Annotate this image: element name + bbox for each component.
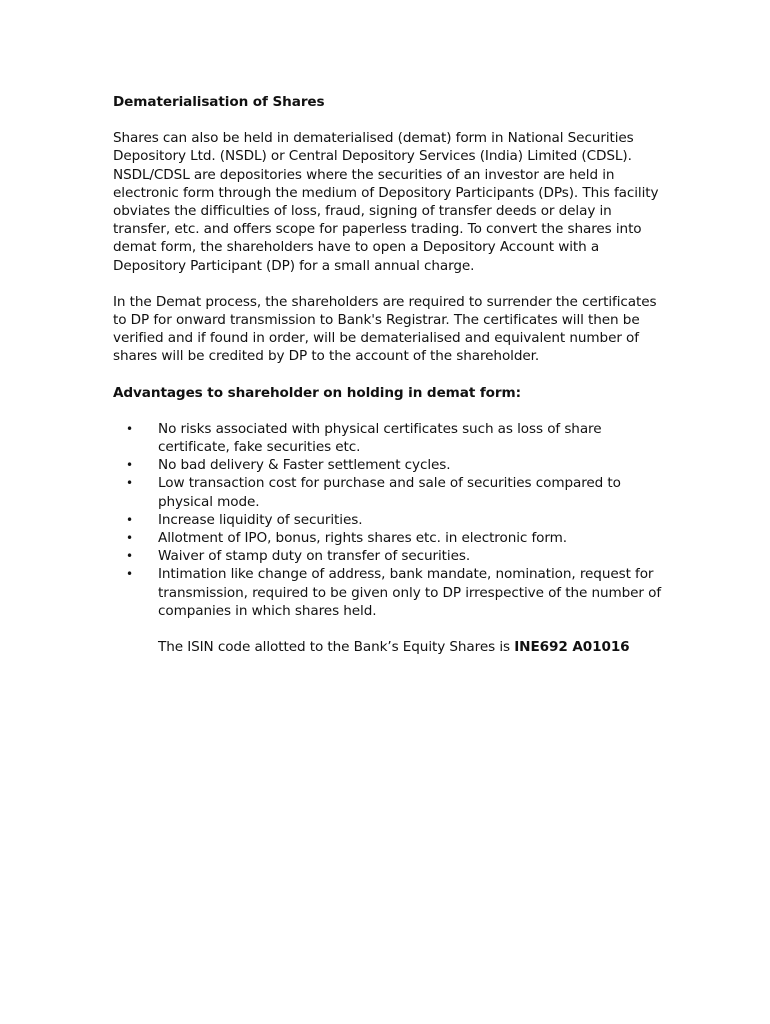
bullet-icon: • — [126, 458, 133, 473]
advantages-heading: Advantages to shareholder on holding in demat form: — [113, 384, 521, 401]
isin-text: The ISIN code allotted to the Bank’s Equity Shares is — [158, 639, 515, 656]
demat-process-paragraph: In the Demat process, the shareholders are required to surrender the certificates to DP for onward transmission to Bank's Registrar. The certificates will then be verified and if found in order, will be dematerialised and equivalent number of shares will be credited by DP to the account of the shareholder. — [113, 293, 657, 365]
intro-paragraph: Shares can also be held in dematerialised (demat) form in National Securities Depository Ltd. (NSDL) or Central Depository Services (India) Limited (CDSL). NSDL/CDSL are depositories where the securities of an investor are held in electronic form through the medium of Depository Participants (DPs). This facility obviates the difficulties of loss, fraud, signing of transfer deeds or delay in transfer, etc. and offers scope for paperless trading. To convert the shares into demat form, the shareholders have to open a Depository Account with a Depository Participant (DP) for a small annual charge. — [113, 130, 659, 274]
advantage-item — [113, 565, 663, 620]
isin-code: INE692 A01016 — [514, 639, 630, 656]
bullet-icon: • — [126, 567, 133, 582]
advantage-text: Waiver of stamp duty on transfer of securities. — [158, 548, 471, 565]
bullet-icon: • — [126, 531, 133, 546]
document-body — [113, 93, 663, 656]
advantage-text: No bad delivery & Faster settlement cycles. — [158, 457, 451, 474]
bullet-icon: • — [126, 549, 133, 564]
advantage-item — [113, 420, 663, 456]
advantage-text: Increase liquidity of securities. — [158, 511, 363, 528]
advantage-text: Intimation like change of address, bank mandate, nomination, request for transmission, required to be given only to DP irrespective of the number of companies in which shares held. — [158, 566, 662, 619]
advantage-text: Low transaction cost for purchase and sale of securities compared to physical mode. — [158, 475, 621, 510]
isin-statement — [158, 638, 663, 656]
bullet-icon: • — [126, 421, 133, 436]
bullet-icon: • — [126, 512, 133, 527]
bullet-icon: • — [126, 476, 133, 491]
advantage-text: No risks associated with physical certificates such as loss of share certificate, fake securities etc. — [158, 420, 602, 456]
document-title: Dematerialisation of Shares — [113, 94, 325, 110]
advantage-item — [113, 547, 663, 565]
advantage-item — [113, 456, 663, 474]
advantage-item — [113, 474, 663, 510]
advantage-text: Allotment of IPO, bonus, rights shares etc. in electronic form. — [158, 530, 568, 547]
advantages-list — [113, 420, 663, 620]
advantage-item — [113, 511, 663, 529]
advantage-item — [113, 529, 663, 547]
